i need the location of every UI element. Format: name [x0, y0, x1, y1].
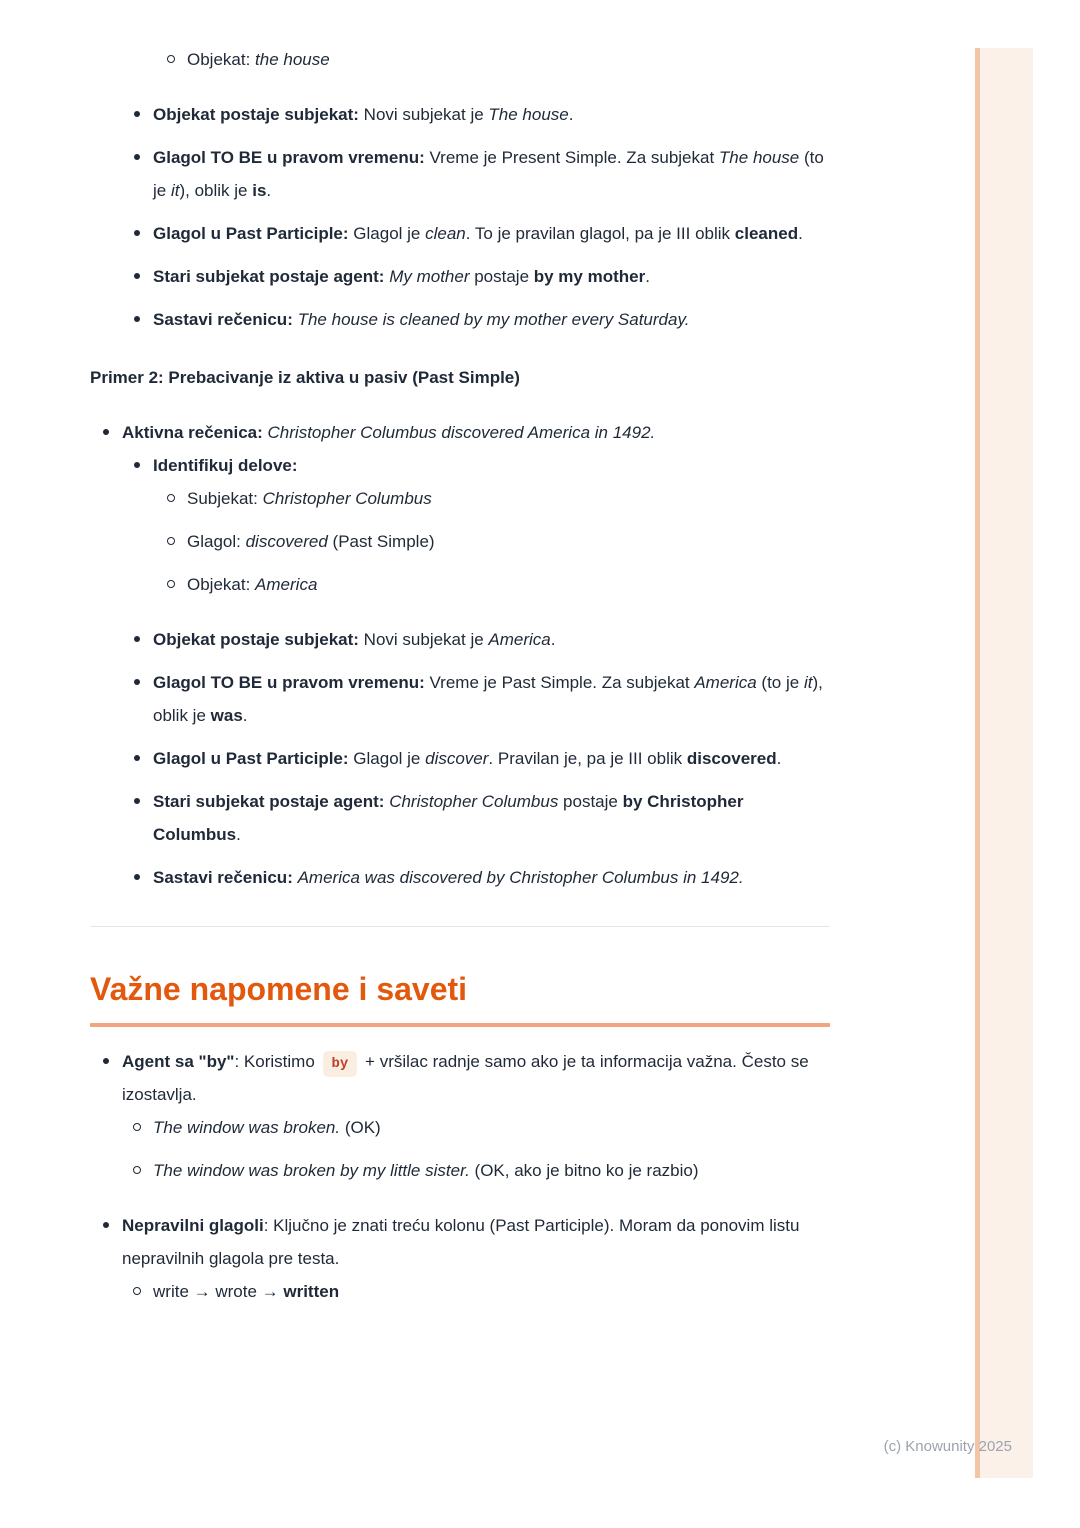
- text-run: postaje: [558, 792, 623, 811]
- bullet-disc-icon: [103, 1058, 109, 1064]
- bullet-disc-icon: [103, 429, 109, 435]
- text-run: Objekat postaje subjekat:: [153, 105, 359, 124]
- text-run: .: [798, 224, 803, 243]
- list-item: [90, 1045, 830, 1111]
- text-run: Sastavi rečenicu:: [153, 310, 293, 329]
- bullet-disc-icon: [103, 1222, 109, 1228]
- list-item-text: [147, 1275, 830, 1308]
- text-run: ), oblik je: [153, 673, 823, 725]
- list-item-text: [181, 43, 830, 76]
- right-margin-stripe: [975, 48, 1033, 1478]
- bullet-disc-icon: [134, 462, 140, 468]
- text-run: Glagol je: [348, 224, 426, 243]
- text-run: Sastavi rečenicu:: [153, 868, 293, 887]
- bullet-circle-icon: [127, 1154, 147, 1174]
- bullet-disc-icon: [127, 217, 147, 236]
- text-run: The house: [488, 105, 569, 124]
- list-item: [90, 260, 830, 293]
- list-item-text: [147, 785, 830, 851]
- divider: [90, 926, 830, 927]
- bullet-disc-icon: [134, 230, 140, 236]
- list-item-text: [116, 416, 830, 449]
- text-run: discover: [425, 749, 489, 768]
- bullet-disc-icon: [127, 666, 147, 685]
- list-item: [90, 98, 830, 131]
- bullet-disc-icon: [127, 742, 147, 761]
- text-run: discovered: [686, 749, 777, 768]
- list-item: [90, 742, 830, 775]
- list-item: [90, 1111, 830, 1144]
- bullet-disc-icon: [96, 416, 116, 435]
- text-run: .: [266, 181, 272, 200]
- text-run: . To je pravilan glagol, pa je III oblik: [465, 224, 735, 243]
- list-item-text: [147, 623, 830, 656]
- text-run: (OK): [340, 1118, 381, 1137]
- text-run: (to je: [153, 148, 824, 200]
- list-item: [90, 623, 830, 656]
- bullet-disc-icon: [127, 861, 147, 880]
- text-run: .: [242, 706, 248, 725]
- text-run: America: [694, 673, 757, 692]
- text-run: Glagol:: [187, 532, 246, 551]
- inline-code-chip: by: [323, 1051, 358, 1077]
- section-heading-underline: [90, 1023, 830, 1027]
- text-run: write → wrote →: [153, 1282, 284, 1301]
- bullet-circle-icon: [161, 525, 181, 545]
- list-item-text: [147, 1154, 830, 1187]
- list-item: [90, 217, 830, 250]
- list-item-text: [147, 141, 830, 207]
- text-run: Vreme je Present Simple. Za subjekat: [424, 148, 719, 167]
- text-run: Objekat:: [187, 50, 256, 69]
- list-item-text: [181, 482, 830, 515]
- text-run: .: [645, 267, 650, 286]
- text-run: + vršilac radnje samo ako je ta informacija važna. Često se izostavlja.: [122, 1052, 809, 1104]
- text-run: Primer 2: Prebacivanje iz aktiva u pasiv (Past Simple): [90, 368, 520, 387]
- list-item: [90, 861, 830, 894]
- list-item-text: [147, 303, 830, 336]
- list-item-text: [147, 666, 830, 732]
- list-item: [90, 785, 830, 851]
- list-item: [90, 416, 830, 449]
- bullet-circle-icon: [127, 1275, 147, 1295]
- text-run: ), oblik je: [179, 181, 253, 200]
- text-run: discovered: [245, 532, 328, 551]
- list-item: [90, 43, 830, 76]
- list-item: [90, 1275, 830, 1308]
- bullet-disc-icon: [134, 273, 140, 279]
- text-run: by Christopher Columbus: [153, 792, 744, 844]
- text-run: Glagol u Past Participle:: [153, 749, 349, 768]
- bullet-circle-icon: [161, 43, 181, 63]
- bullet-disc-icon: [96, 1209, 116, 1228]
- text-run: cleaned: [734, 224, 799, 243]
- list-item: [90, 1209, 830, 1275]
- text-run: The window was broken.: [153, 1118, 341, 1137]
- list-item: [90, 568, 830, 601]
- text-run: Christopher Columbus: [262, 489, 432, 508]
- bullet-disc-icon: [127, 98, 147, 117]
- text-run: America: [488, 630, 551, 649]
- bullet-circle-icon: [167, 537, 175, 545]
- bullet-circle-icon: [161, 568, 181, 588]
- bullet-disc-icon: [127, 623, 147, 642]
- text-run: The house: [718, 148, 800, 167]
- text-run: Objekat postaje subjekat:: [153, 630, 359, 649]
- text-run: .: [236, 825, 241, 844]
- text-run: .: [776, 749, 782, 768]
- bullet-disc-icon: [134, 636, 140, 642]
- text-run: My mother: [389, 267, 470, 286]
- text-run: Subjekat:: [187, 489, 263, 508]
- bullet-disc-icon: [134, 874, 140, 880]
- text-run: Novi subjekat je: [358, 105, 489, 124]
- text-run: Glagol TO BE u pravom vremenu:: [153, 673, 425, 692]
- list-item-text: [181, 568, 830, 601]
- text-run: The window was broken by my little sister.: [153, 1161, 470, 1180]
- bullet-circle-icon: [167, 580, 175, 588]
- text-run: : Koristimo: [234, 1052, 320, 1071]
- text-run: by my mother: [533, 267, 646, 286]
- bullet-disc-icon: [127, 303, 147, 322]
- text-run: . Pravilan je, pa je III oblik: [488, 749, 687, 768]
- list-item: [90, 141, 830, 207]
- bullet-disc-icon: [134, 679, 140, 685]
- text-run: Aktivna rečenica:: [122, 423, 263, 442]
- list-item-text: [147, 742, 830, 775]
- bullet-disc-icon: [96, 1045, 116, 1064]
- bullet-circle-icon: [133, 1123, 141, 1131]
- list-item: [90, 449, 830, 482]
- text-run: clean: [425, 224, 466, 243]
- text-run: America: [255, 575, 318, 594]
- text-run: postaje: [469, 267, 534, 286]
- text-run: Nepravilni glagoli: [122, 1216, 264, 1235]
- bullet-circle-icon: [133, 1287, 141, 1295]
- text-run: Identifikuj delove:: [153, 456, 298, 475]
- bullet-disc-icon: [134, 316, 140, 322]
- text-run: Glagol je: [348, 749, 426, 768]
- list-item-text: [181, 525, 830, 558]
- text-run: .: [550, 630, 556, 649]
- text-run: Objekat:: [187, 575, 256, 594]
- text-run: Christopher Columbus discovered America in 1492.: [267, 423, 656, 442]
- text-run: it: [803, 673, 813, 692]
- text-run: .: [568, 105, 574, 124]
- text-run: America was discovered by Christopher Columbus in 1492.: [297, 868, 744, 887]
- text-run: : Ključno je znati treću kolonu (Past Participle). Moram da ponovim listu nepravilnih glagola pre testa.: [122, 1216, 800, 1268]
- document-content: [90, 0, 830, 1308]
- text-run: the house: [255, 50, 330, 69]
- bullet-disc-icon: [134, 755, 140, 761]
- text-run: Vreme je Past Simple. Za subjekat: [424, 673, 695, 692]
- list-item: [90, 666, 830, 732]
- list-item-text: [147, 861, 830, 894]
- text-run: it: [170, 181, 180, 200]
- text-run: Glagol u Past Participle:: [153, 224, 349, 243]
- bullet-circle-icon: [167, 55, 175, 63]
- list-item-text: [147, 449, 830, 482]
- bullet-disc-icon: [134, 111, 140, 117]
- text-run: written: [283, 1282, 340, 1301]
- bullet-circle-icon: [133, 1166, 141, 1174]
- list-item-text: [147, 98, 830, 131]
- list-item-text: [116, 1209, 830, 1275]
- list-item-text: [147, 217, 830, 250]
- bullet-circle-icon: [161, 482, 181, 502]
- bullet-circle-icon: [167, 494, 175, 502]
- bullet-disc-icon: [127, 141, 147, 160]
- list-item: [90, 525, 830, 558]
- text-run: (OK, ako je bitno ko je razbio): [469, 1161, 699, 1180]
- list-item: [90, 1154, 830, 1187]
- text-run: was: [210, 706, 243, 725]
- bullet-disc-icon: [134, 154, 140, 160]
- bullet-circle-icon: [127, 1111, 147, 1131]
- watermark: (c) Knowunity 2025: [883, 1438, 1012, 1455]
- text-run: Stari subjekat postaje agent:: [153, 267, 385, 286]
- list-item: [90, 303, 830, 336]
- list-item-text: [147, 1111, 830, 1144]
- text-run: (to je: [756, 673, 804, 692]
- bullet-disc-icon: [127, 260, 147, 279]
- text-run: Christopher Columbus: [389, 792, 559, 811]
- text-run: Agent sa "by": [122, 1052, 235, 1071]
- list-item-text: [116, 1045, 830, 1111]
- bullet-disc-icon: [127, 785, 147, 804]
- text-run: (Past Simple): [327, 532, 435, 551]
- bullet-disc-icon: [127, 449, 147, 468]
- text-run: The house is cleaned by my mother every Saturday.: [297, 310, 690, 329]
- example-heading: [90, 361, 830, 394]
- list-item-text: [147, 260, 830, 293]
- text-run: is: [252, 181, 267, 200]
- bullet-disc-icon: [134, 798, 140, 804]
- list-item: [90, 482, 830, 515]
- text-run: Novi subjekat je: [358, 630, 489, 649]
- section-heading: Važne napomene i saveti: [90, 971, 468, 1007]
- text-run: Glagol TO BE u pravom vremenu:: [153, 148, 425, 167]
- text-run: Stari subjekat postaje agent:: [153, 792, 385, 811]
